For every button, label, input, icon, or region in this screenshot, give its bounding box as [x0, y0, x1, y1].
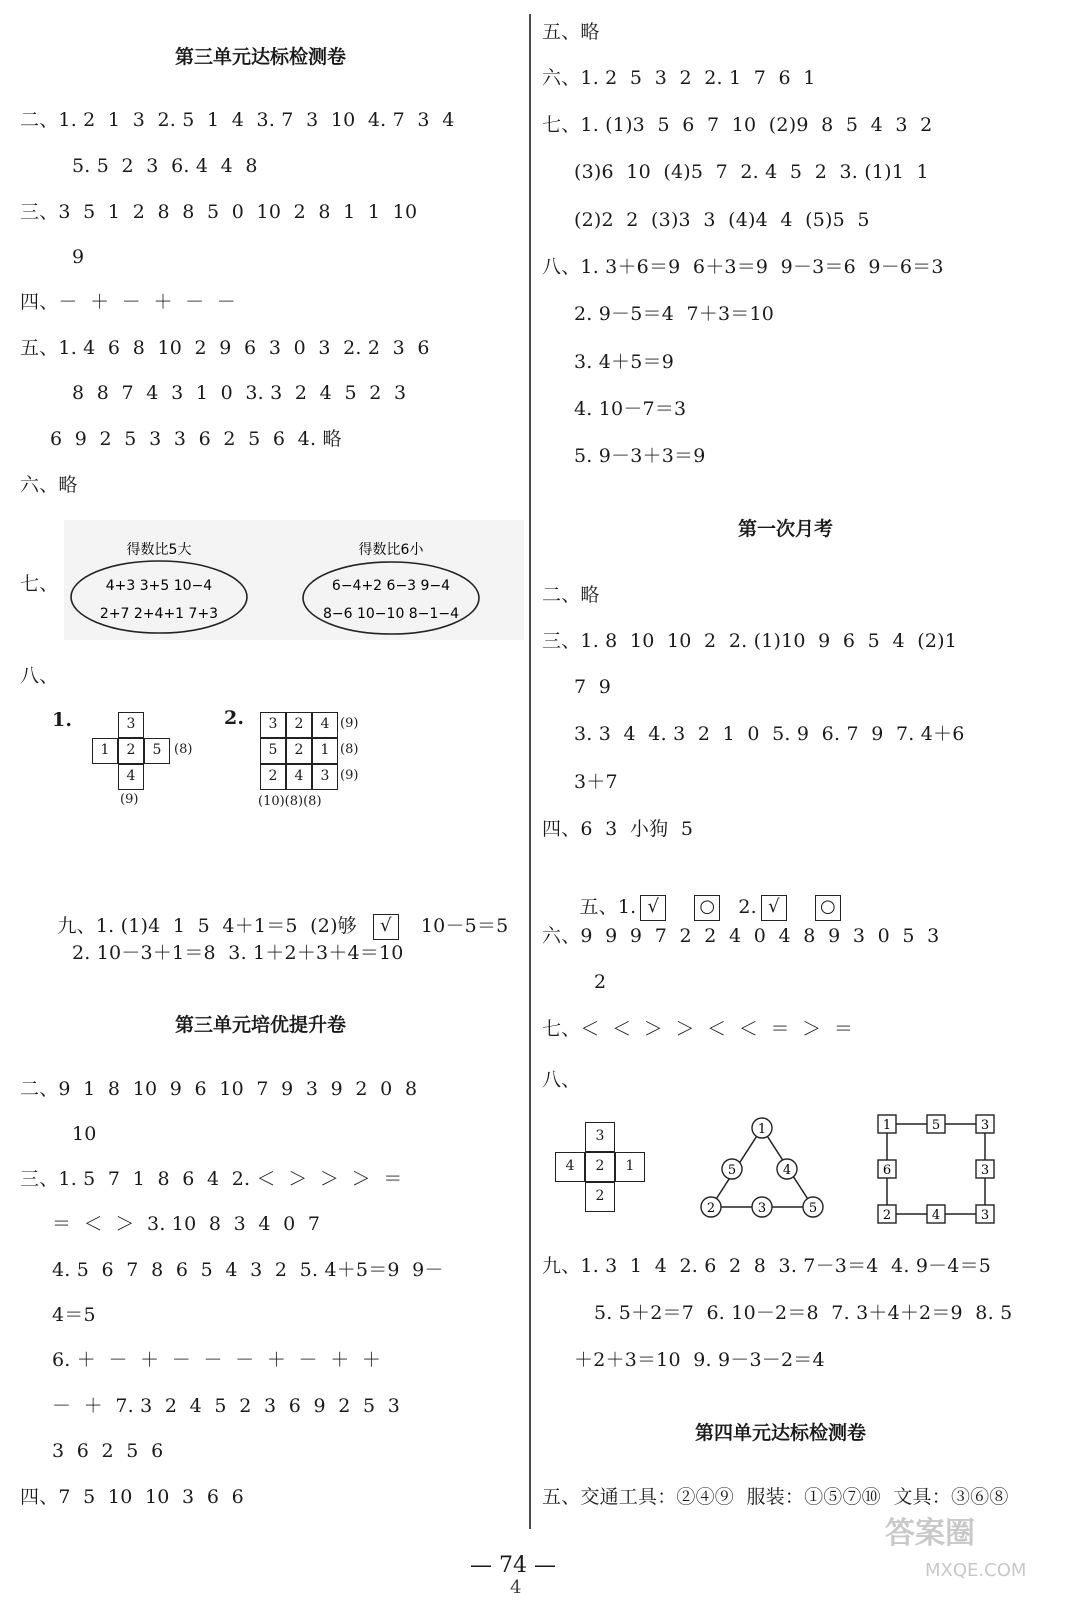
grid-cell: 2 — [118, 738, 144, 764]
grid-cell: 5 — [260, 738, 286, 764]
grid-cell: 5 — [144, 738, 170, 764]
node — [927, 1115, 945, 1133]
grid-cell: 4 — [312, 712, 338, 738]
node — [878, 1160, 896, 1178]
answer-line: 8 8 7 4 3 1 0 3. 3 2 4 5 2 3 — [72, 382, 407, 404]
answer-line: － ＋ 7. 3 2 4 5 2 3 6 9 2 5 3 — [52, 1395, 401, 1417]
answer-line: 二、略 — [542, 584, 600, 606]
answer-line: 九、1. 3 1 4 2. 6 2 8 3. 7－3＝4 4. 9－4＝5 — [542, 1255, 992, 1277]
answer-line: 三、1. 8 10 10 2 2. (1)10 9 6 5 4 (2)1 — [542, 630, 958, 652]
oval-title-right: 得数比6小 — [358, 542, 424, 558]
figure-label: 2. — [224, 707, 245, 729]
node — [976, 1205, 994, 1223]
section-title-first-monthly-test: 第一次月考 — [738, 518, 834, 540]
answer-line: 10 — [72, 1123, 97, 1145]
answer-line: (3)6 10 (4)5 7 2. 4 5 2 3. (1)1 1 — [574, 161, 929, 183]
answer-line: 3＋7 — [574, 771, 618, 793]
oval-row: 2+7 2+4+1 7+3 — [99, 606, 219, 622]
grid-cell: 4 — [555, 1152, 585, 1182]
node — [927, 1205, 945, 1223]
oval-row: 4+3 3+5 10−4 — [105, 578, 213, 594]
svg-text:4: 4 — [782, 1163, 792, 1178]
square-frame-figure — [867, 1110, 1007, 1228]
cross-grid-1 — [88, 712, 228, 827]
grid-cell: 2 — [585, 1182, 615, 1212]
cross-grid-3 — [555, 1122, 655, 1217]
node — [722, 1159, 742, 1179]
answer-line: (2)2 2 (3)3 3 (4)4 4 (5)5 5 — [574, 209, 870, 231]
grid-cell: 1 — [312, 738, 338, 764]
answer-line: 五、1. 4 6 8 10 2 9 6 3 0 3 2. 2 3 6 — [20, 337, 430, 359]
grid-cell: 4 — [286, 764, 312, 790]
node — [752, 1118, 772, 1138]
answer-line: 七、＜ ＜ ＞ ＞ ＜ ＜ ＝ ＞ ＝ — [542, 1018, 854, 1040]
svg-text:3: 3 — [980, 1208, 990, 1223]
check-box: √ — [761, 895, 787, 921]
question-number: 八、 — [20, 665, 59, 687]
node — [777, 1159, 797, 1179]
node — [878, 1205, 896, 1223]
answer-text: 10－5＝5 — [420, 915, 509, 937]
sum-note: (9) — [120, 792, 139, 807]
svg-text:4: 4 — [931, 1208, 941, 1223]
check-box: √ — [640, 895, 666, 921]
svg-text:3: 3 — [757, 1201, 767, 1216]
section-title-unit3-advanced: 第三单元培优提升卷 — [175, 1014, 347, 1036]
watermark-logo: 答案圈 — [885, 1516, 975, 1551]
answer-line: 四、－ ＋ － ＋ － － — [20, 291, 236, 313]
page-number: — 74 — — [470, 1553, 556, 1578]
oval-row: 8−6 10−10 8−1−4 — [323, 606, 459, 622]
answer-line: 五、略 — [542, 21, 600, 43]
answer-line: 六、1. 2 5 3 2 2. 1 7 6 1 — [542, 67, 816, 89]
sum-note: (9) — [340, 768, 359, 783]
answer-text: 2. — [738, 896, 757, 918]
square-grid-2 — [260, 712, 410, 827]
grid-cell: 1 — [92, 738, 118, 764]
check-box: √ — [373, 914, 399, 940]
oval-classification-figure — [64, 520, 524, 640]
answer-line: 5. 9－3＋3＝9 — [574, 445, 706, 467]
answer-line: 5. 5 2 3 6. 4 4 8 — [72, 155, 258, 177]
answer-line: 七、1. (1)3 5 6 7 10 (2)9 8 5 4 3 2 — [542, 114, 933, 136]
answer-line: 2 — [594, 971, 607, 993]
grid-cell: 4 — [118, 764, 144, 790]
grid-cell: 3 — [585, 1122, 615, 1152]
answer-line: 2. 9－5＝4 7＋3＝10 — [574, 303, 775, 325]
answer-line: 二、1. 2 1 3 2. 5 1 4 3. 7 3 10 4. 7 3 4 — [20, 109, 455, 131]
answer-line: 6. ＋ － ＋ － － － ＋ － ＋ ＋ — [52, 1349, 382, 1371]
svg-text:6: 6 — [882, 1163, 892, 1178]
column-divider — [529, 14, 531, 1529]
question-number: 七、 — [20, 573, 59, 595]
grid-cell: 2 — [260, 764, 286, 790]
sum-note: (9) — [340, 716, 359, 731]
node — [976, 1115, 994, 1133]
answer-line: 三、3 5 1 2 8 8 5 0 10 2 8 1 1 10 — [20, 201, 418, 223]
svg-text:1: 1 — [757, 1122, 767, 1137]
circle-box: ○ — [815, 895, 841, 921]
svg-text:2: 2 — [706, 1201, 716, 1216]
answer-line: 2. 10－3＋1＝8 3. 1＋2＋3＋4＝10 — [72, 942, 404, 964]
svg-text:3: 3 — [980, 1118, 990, 1133]
answer-line: 3 6 2 5 6 — [52, 1440, 164, 1462]
answer-text: 五、1. — [579, 896, 637, 918]
answer-line: 9 — [72, 246, 85, 268]
svg-text:3: 3 — [980, 1163, 990, 1178]
triangle-figure — [692, 1114, 832, 1224]
answer-line: 7 9 — [574, 676, 612, 698]
answer-line: 6 9 2 5 3 3 6 2 5 6 4. 略 — [50, 428, 342, 450]
figure-label: 1. — [52, 709, 73, 731]
watermark-url: MXQE.COM — [925, 1560, 1027, 1581]
answer-line: 4. 10－7＝3 — [574, 398, 687, 420]
sum-note: (8) — [340, 742, 359, 757]
sum-note: (8) — [174, 742, 193, 757]
answer-line: 四、7 5 10 10 3 6 6 — [20, 1486, 244, 1508]
node — [803, 1197, 823, 1217]
circle-box: ○ — [694, 895, 720, 921]
grid-cell: 2 — [286, 712, 312, 738]
answer-line: 4＝5 — [52, 1304, 96, 1326]
node — [976, 1160, 994, 1178]
grid-cell: 3 — [260, 712, 286, 738]
svg-text:5: 5 — [931, 1118, 941, 1133]
grid-cell: 3 — [312, 764, 338, 790]
answer-line: 六、略 — [20, 474, 78, 496]
answer-line: 四、6 3 小狗 5 — [542, 818, 694, 840]
page-sub-number: 4 — [510, 1577, 522, 1598]
svg-text:5: 5 — [808, 1201, 818, 1216]
answer-line: 4. 5 6 7 8 6 5 4 3 2 5. 4＋5＝9 9－ — [52, 1259, 444, 1281]
grid-cell: 3 — [118, 712, 144, 738]
answer-line: 5. 5＋2＝7 6. 10－2＝8 7. 3＋4＋2＝9 8. 5 — [594, 1302, 1013, 1324]
grid-cell: 2 — [585, 1152, 615, 1182]
answer-line: ＝ ＜ ＞ 3. 10 8 3 4 0 7 — [52, 1213, 321, 1235]
answer-line: 3. 4＋5＝9 — [574, 351, 675, 373]
answer-line: 三、1. 5 7 1 8 6 4 2. ＜ ＞ ＞ ＞ ＝ — [20, 1168, 403, 1190]
grid-cell: 2 — [286, 738, 312, 764]
question-number: 八、 — [542, 1069, 581, 1091]
answer-line: 八、1. 3＋6＝9 6＋3＝9 9－3＝6 9－6＝3 — [542, 256, 944, 278]
svg-text:5: 5 — [727, 1163, 737, 1178]
answer-line: 3. 3 4 4. 3 2 1 0 5. 9 6. 7 9 7. 4＋6 — [574, 723, 965, 745]
svg-text:1: 1 — [882, 1118, 892, 1133]
answer-line: 五、交通工具：②④⑨ 服装：①⑤⑦⑩ 文具：③⑥⑧ — [542, 1486, 1009, 1508]
node — [701, 1197, 721, 1217]
svg-text:2: 2 — [882, 1208, 892, 1223]
answer-line: 六、9 9 9 7 2 2 4 0 4 8 9 3 0 5 3 — [542, 925, 940, 947]
oval-row: 6−4+2 6−3 9−4 — [331, 578, 451, 594]
answer-text: 九、1. (1)4 1 5 4＋1＝5 (2)够 — [57, 915, 357, 937]
answer-line: ＋2＋3＝10 9. 9－3－2＝4 — [574, 1349, 825, 1371]
grid-cell: 1 — [615, 1152, 645, 1182]
oval-title-left: 得数比5大 — [126, 542, 192, 558]
node — [752, 1197, 772, 1217]
sum-note: (10)(8)(8) — [258, 794, 322, 809]
section-title-unit3-test: 第三单元达标检测卷 — [175, 46, 347, 68]
answer-line: 二、9 1 8 10 9 6 10 7 9 3 9 2 0 8 — [20, 1078, 418, 1100]
section-title-unit4-test: 第四单元达标检测卷 — [695, 1422, 867, 1444]
node — [878, 1115, 896, 1133]
